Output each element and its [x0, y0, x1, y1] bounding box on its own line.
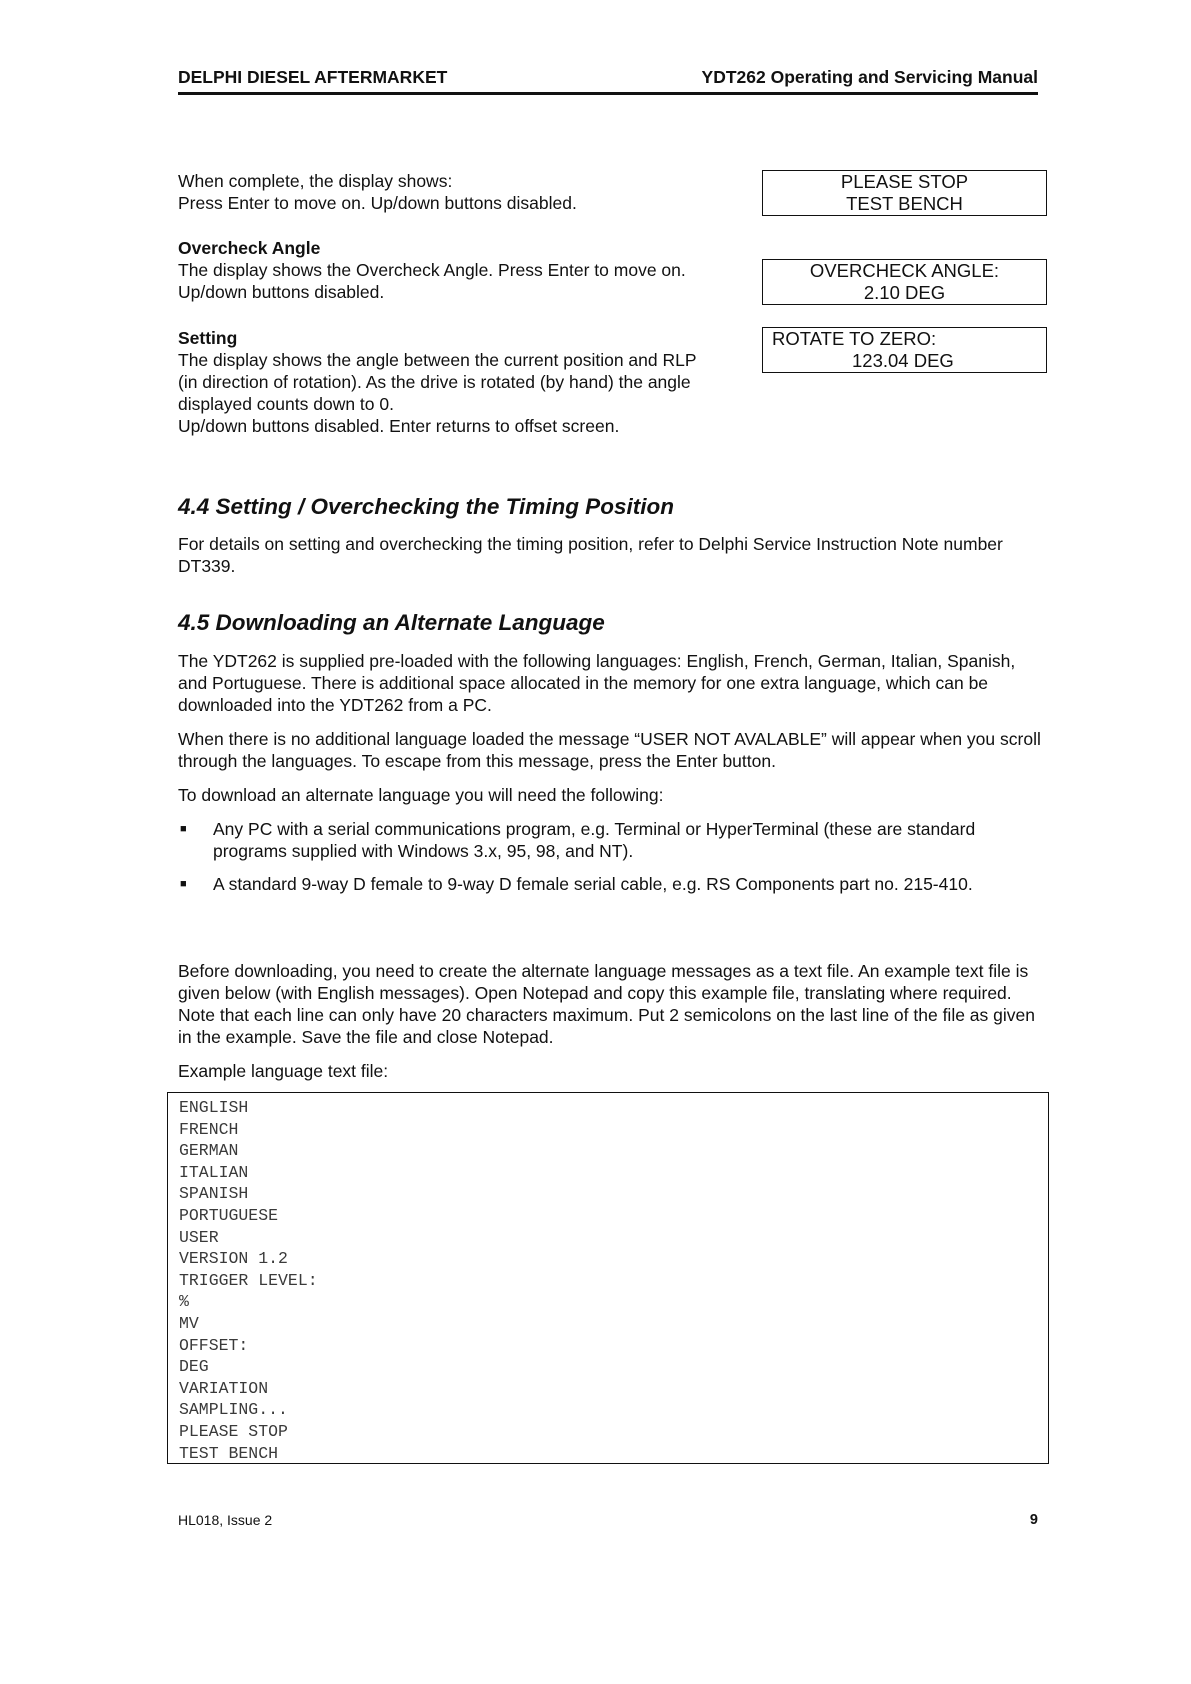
code-line: DEG	[179, 1357, 209, 1377]
bullet-item	[178, 873, 1048, 895]
code-line: TEST BENCH	[179, 1443, 279, 1463]
display-rotate-to-zero	[762, 327, 1047, 373]
bullet-text: A standard 9-way D female to 9-way D female serial cable, e.g. RS Components part no. 215-410.	[213, 874, 973, 894]
code-line: USER	[179, 1227, 219, 1247]
display-please-stop	[762, 170, 1047, 216]
section-4-5-paragraph: The YDT262 is supplied pre-loaded with the following languages: English, French, German, Italian, Spanish, and Portuguese. There is additional space allocated in the memory for one extra language, which can be downloaded into the YDT262 from a PC.	[178, 651, 1016, 715]
code-line: GERMAN	[179, 1141, 239, 1161]
code-line: ENGLISH	[179, 1098, 249, 1117]
code-line: SPANISH	[179, 1184, 249, 1204]
display-overcheck-angle	[762, 259, 1047, 305]
display-line: PLEASE STOP	[840, 171, 969, 192]
example-language-file	[167, 1092, 1049, 1464]
code-line: SAMPLING...	[179, 1400, 288, 1420]
overcheck-angle-block	[178, 237, 748, 303]
overcheck-line: The display shows the Overcheck Angle. Press Enter to move on.	[178, 260, 686, 280]
code-line: PORTUGUESE	[179, 1205, 279, 1225]
code-line: VARIATION	[179, 1378, 269, 1398]
display-line: TEST BENCH	[846, 193, 963, 214]
display-line: ROTATE TO ZERO:	[772, 328, 937, 349]
section-4-4-paragraph: For details on setting and overchecking the timing position, refer to Delphi Service Instruction Note number DT339.	[178, 534, 1003, 576]
section-4-5-paragraph: When there is no additional language loaded the message “USER NOT AVALABLE” will appear when you scroll through the languages. To escape from this message, press the Enter button.	[178, 729, 1041, 771]
display-line: 2.10 DEG	[863, 282, 946, 303]
section-4-4-title: 4.4 Setting / Overchecking the Timing Position	[178, 494, 674, 519]
code-line: PLEASE STOP	[179, 1421, 288, 1441]
setting-line: Up/down buttons disabled. Enter returns to offset screen.	[178, 416, 620, 436]
page-header	[178, 66, 1038, 95]
code-line: FRENCH	[179, 1119, 239, 1139]
code-line: OFFSET:	[179, 1335, 249, 1355]
overcheck-line: Up/down buttons disabled.	[178, 282, 385, 302]
setting-line: displayed counts down to 0.	[178, 394, 394, 414]
header-manual-title: YDT262 Operating and Servicing Manual	[701, 67, 1038, 87]
header-company: DELPHI DIESEL AFTERMARKET	[178, 67, 448, 87]
code-line: MV	[179, 1313, 199, 1333]
section-4-5-paragraph: To download an alternate language you will need the following:	[178, 785, 664, 805]
page-number: 9	[1029, 1512, 1038, 1528]
intro-line: When complete, the display shows:	[178, 171, 453, 191]
setting-line: (in direction of rotation). As the drive is rotated (by hand) the angle	[178, 372, 691, 392]
display-line: OVERCHECK ANGLE:	[809, 260, 1000, 281]
bullet-marker-icon: ■	[180, 878, 187, 890]
intro-line: Press Enter to move on. Up/down buttons disabled.	[178, 193, 577, 213]
code-line: VERSION 1.2	[179, 1249, 288, 1269]
section-4-5-paragraph: Before downloading, you need to create the alternate language messages as a text file. An example text file is given below (with English messages). Open Notepad and copy this example file, translating where required. Note that each line can only have 20 characters maximum. Put 2 semicolons on the last line of the file as given in the example. Save the file and close Notepad.	[178, 961, 1035, 1047]
intro-text	[178, 170, 748, 214]
code-line: ITALIAN	[179, 1162, 249, 1182]
code-line: %	[179, 1292, 189, 1312]
code-line: TRIGGER LEVEL:	[179, 1270, 318, 1290]
section-4-5-title: 4.5 Downloading an Alternate Language	[178, 610, 605, 635]
setting-block	[178, 327, 748, 437]
setting-heading: Setting	[178, 328, 238, 348]
example-label: Example language text file:	[178, 1061, 389, 1081]
setting-line: The display shows the angle between the current position and RLP	[178, 350, 697, 370]
footer-issue: HL018, Issue 2	[178, 1512, 273, 1528]
bullet-marker-icon: ■	[180, 823, 187, 835]
bullet-text: Any PC with a serial communications program, e.g. Terminal or HyperTerminal (these are standard programs supplied with Windows 3.x, 95, 98, and NT).	[213, 819, 976, 861]
overcheck-heading: Overcheck Angle	[178, 238, 321, 258]
display-line: 123.04 DEG	[852, 350, 954, 371]
bullet-item	[178, 818, 1048, 862]
